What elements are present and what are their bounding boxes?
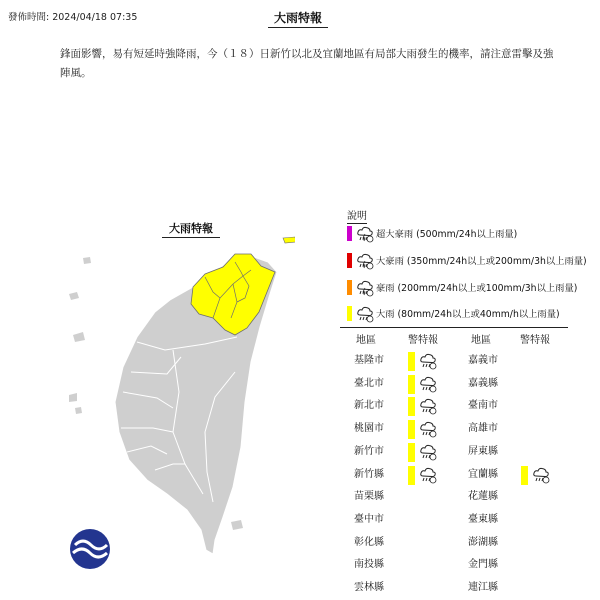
map-title: 大雨特報 bbox=[162, 220, 220, 238]
warning-level-bar bbox=[408, 397, 415, 416]
issue-time: 發佈時間: 2024/04/18 07:35 bbox=[8, 12, 138, 23]
region-name-right: 屏東縣 bbox=[468, 445, 498, 457]
region-name-left: 彰化縣 bbox=[354, 536, 384, 548]
region-name-left: 臺北市 bbox=[354, 377, 384, 389]
header-region-left: 地區 bbox=[356, 335, 376, 346]
legend-label: 超大豪雨 (500mm/24h以上雨量) bbox=[376, 229, 518, 240]
heavy-rain-icon bbox=[419, 352, 437, 370]
region-name-right: 嘉義縣 bbox=[468, 377, 498, 389]
heavy-rain-icon bbox=[532, 466, 550, 484]
legend-label: 大豪雨 (350mm/24h以上或200mm/3h以上雨量) bbox=[376, 256, 587, 267]
heavy-rain-icon bbox=[419, 375, 437, 393]
legend-item bbox=[347, 224, 517, 242]
extreme-torrential-rain-icon bbox=[356, 225, 372, 241]
offshore-islet bbox=[283, 237, 295, 243]
region-name-left: 臺中市 bbox=[354, 513, 384, 525]
table-divider bbox=[340, 327, 568, 328]
legend-title: 說明 bbox=[347, 207, 367, 224]
cwa-logo bbox=[70, 529, 110, 569]
region-name-right: 金門縣 bbox=[468, 559, 498, 571]
page-title: 大雨特報 bbox=[268, 9, 328, 28]
legend-label: 大雨 (80mm/24h以上或40mm/h以上雨量) bbox=[376, 309, 560, 320]
legend-item bbox=[347, 251, 587, 269]
legend-item bbox=[347, 304, 560, 322]
legend-swatch bbox=[347, 280, 352, 295]
warning-level-bar bbox=[408, 420, 415, 439]
warning-level-bar bbox=[408, 466, 415, 485]
region-name-left: 雲林縣 bbox=[354, 582, 384, 593]
heavy-rain-icon bbox=[356, 305, 372, 321]
legend-label: 豪雨 (200mm/24h以上或100mm/3h以上雨量) bbox=[376, 283, 578, 294]
legend-item bbox=[347, 278, 577, 296]
taiwan-map bbox=[55, 232, 295, 592]
warning-level-bar bbox=[408, 443, 415, 462]
heavy-rain-icon bbox=[419, 397, 437, 415]
region-name-right: 臺南市 bbox=[468, 400, 498, 412]
region-name-left: 基隆市 bbox=[354, 355, 384, 366]
region-name-right: 臺東縣 bbox=[468, 513, 498, 525]
region-name-left: 新竹市 bbox=[354, 445, 384, 457]
region-name-right: 高雄市 bbox=[468, 423, 498, 435]
region-name-right: 嘉義市 bbox=[468, 355, 498, 366]
heavy-rain-icon bbox=[419, 466, 437, 484]
region-name-right: 澎湖縣 bbox=[468, 536, 498, 548]
header-region-right: 地區 bbox=[471, 335, 491, 346]
region-name-right: 宜蘭縣 bbox=[468, 468, 498, 480]
legend-swatch bbox=[347, 306, 352, 321]
legend-swatch bbox=[347, 226, 352, 241]
legend-swatch bbox=[347, 253, 352, 268]
torrential-rain-icon bbox=[356, 252, 372, 268]
region-name-left: 桃園市 bbox=[354, 423, 384, 435]
region-name-right: 連江縣 bbox=[468, 582, 498, 593]
region-name-left: 南投縣 bbox=[354, 559, 384, 571]
heavy-rain-icon bbox=[419, 420, 437, 438]
region-name-left: 新北市 bbox=[354, 400, 384, 412]
region-name-left: 苗栗縣 bbox=[354, 491, 384, 503]
warning-description: 鋒面影響，易有短延時強降雨，今（１８）日新竹以北及宜蘭地區有局部大雨發生的機率，請注意雷擊及強陣風。 bbox=[60, 48, 554, 79]
warning-level-bar bbox=[521, 466, 528, 485]
region-name-right: 花蓮縣 bbox=[468, 491, 498, 503]
warning-level-bar bbox=[408, 375, 415, 394]
warning-level-bar bbox=[408, 352, 415, 371]
heavy-torrential-rain-icon bbox=[356, 279, 372, 295]
heavy-rain-icon bbox=[419, 443, 437, 461]
header-warning-left: 警特報 bbox=[408, 335, 438, 346]
region-name-left: 新竹縣 bbox=[354, 468, 384, 480]
header-warning-right: 警特報 bbox=[520, 335, 550, 346]
